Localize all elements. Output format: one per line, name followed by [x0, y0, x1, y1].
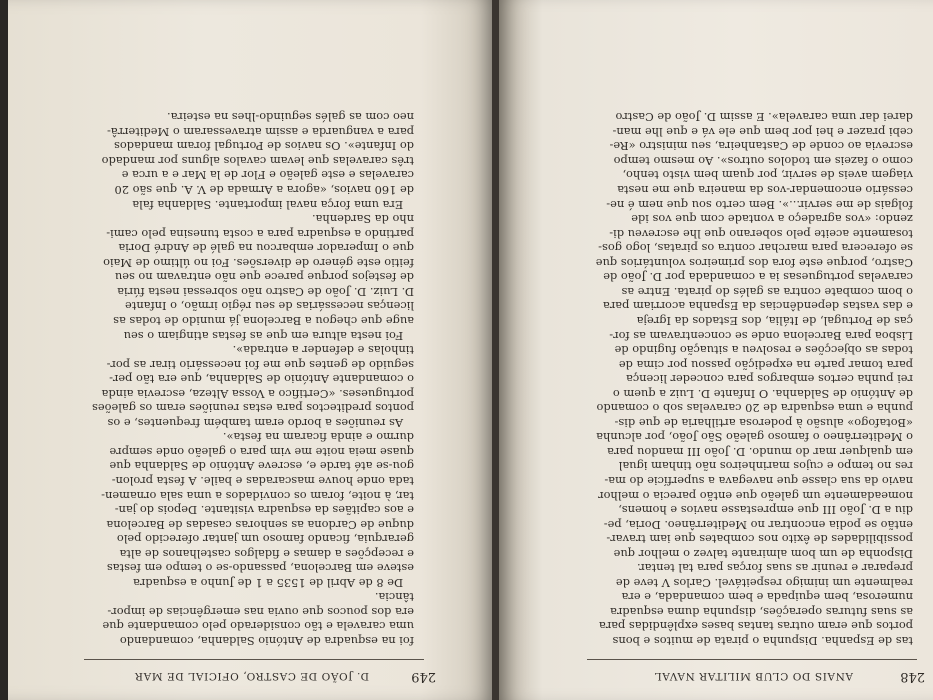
text-line: como o fazeis em todolos outros». Ao mesmo tempo: [613, 153, 913, 168]
text-line: punha e uma esquadra de 20 caravelas sob o comando: [596, 401, 913, 416]
text-line: Lisboa para Barcelona onde se concentravam as for-: [609, 328, 913, 343]
text-line: duque de Cardona as senhoras casadas de Barcelona: [106, 517, 414, 532]
right-page-header: [499, 664, 933, 684]
text-line: zendo: «vos agradeço a vontade com que vos ide: [631, 212, 913, 227]
right-page-rotated-content: [499, 0, 933, 700]
text-line: neo com as galés seguindo-lhes na esteira.: [167, 110, 414, 125]
text-line: era dos poucos que ouvia nas emergências de impor-: [107, 604, 414, 619]
left-page-number: 249: [411, 669, 436, 684]
text-line: e recepções a damas e fidalgos castelhanos de alta: [119, 546, 414, 561]
text-line: navio da sua classe que navegava a superfície do ma-: [604, 473, 913, 488]
text-line: portugueses. «Certifico a Vossa Alteza, escrevia ainda: [101, 386, 414, 401]
right-running-title: ANAIS DO CLUB MILITAR NAVAL: [654, 670, 853, 682]
text-line: nomeadamente um galeão que então parecia o melhor: [598, 488, 913, 503]
text-line: res no tempo e cujos marinheiros não tinham igual: [618, 459, 913, 474]
text-line: tas de Espanha. Dispunha o pirata de muitos e bons: [612, 634, 913, 648]
text-line: preparar e reunir as suas forças para tal tentar.: [636, 561, 913, 576]
text-line: cebi prazer e hei por bem que ele vá e que lhe man-: [612, 124, 913, 139]
right-header-rule: [587, 659, 917, 660]
text-line: folgais de me servir...». Bem certo sou que nem é ne-: [606, 197, 913, 212]
text-line: para tomar parte na expedição passou por cima de: [618, 357, 913, 372]
text-line: darei dar uma caravela». E assim D. João de Castro: [615, 110, 913, 125]
text-line: viagem aveis de servir, por quam bem visto tenho,: [622, 168, 913, 183]
text-line: licenças necessárias de seu régio irmão, o Infante: [125, 299, 414, 314]
text-line: rei punha certos embargos para conceder licença: [626, 372, 913, 387]
left-page-rotated-content: [8, 0, 494, 700]
text-line: de festejos porque parece que não entravam no seu: [114, 270, 414, 285]
text-line: As reuniões a bordo eram também frequentes, e os: [107, 415, 414, 430]
text-line: uma caravela e tão considerado pelo comandante que: [102, 619, 414, 634]
text-line: seguido de gentes que me foi necessário tirar as por-: [106, 357, 414, 372]
text-line: cessário encomendar-vos da maneira que me nesta: [617, 183, 913, 198]
text-line: possibilidades de êxito nos combates que iam travar-: [606, 532, 913, 547]
text-line: ças de Portugal, de Itália, dos Estados da Igreja: [636, 313, 913, 328]
text-line: portos que eram outras tantas bases explêndidas para: [598, 619, 913, 634]
text-line: três caravelas que levam cavalos alguns por mandado: [101, 153, 414, 168]
text-line: todas as objecções e resolveu a situação fugindo de: [614, 343, 913, 358]
text-line: caravelas e este galeão e Flor de la Mar e a urca e: [121, 168, 414, 183]
left-running-title: D. JOÃO DE CASTRO, OFICIAL DE MAR: [134, 670, 369, 682]
text-line: o bom combate contra as galés do pirata. Entre as: [621, 284, 913, 299]
text-line: gerarquia, ficando famoso um jantar oferecido pelo: [116, 532, 414, 547]
text-line: durmo e ainda ficaram na festa».: [222, 430, 414, 445]
text-line: partindo a esquadra para a costa tunesina pelo cami-: [106, 226, 414, 241]
text-line: então se podia encontrar no Mediterrâneo. Doria, pe-: [603, 517, 913, 532]
text-line: para a vanguarda e assim atravessaram o Mediterrâ-: [107, 124, 414, 139]
text-line: do Infante». Os navios de Portugal foram mandados: [114, 139, 414, 154]
text-line: realmente um inimigo respeitável. Carlos V teve de: [615, 575, 913, 590]
text-line: feitio este género de diversões. Foi no último de Maio: [103, 255, 414, 270]
text-line: o Mediterrâneo o famoso galeão São João, por alcunha: [596, 430, 913, 445]
text-line: as suas futuras operações, dispunha duma esquadra: [610, 604, 913, 619]
text-line: gou-se até tarde e, escreve António de Saldanha que: [109, 459, 414, 474]
text-line: foi na esquadra de António Saldanha, comandando: [119, 634, 414, 648]
text-line: quase meia noite me vim para o galeão onde sempre: [109, 444, 414, 459]
text-line: tosamente aceite pelo soberano que lhe escreveu di-: [609, 226, 913, 241]
right-body-text: [583, 110, 913, 648]
text-line: Era uma força naval importante. Saldanha fala: [132, 197, 414, 212]
text-line: que o Imperador embarcou na galé de André Doria: [118, 241, 414, 256]
left-page-header: [8, 664, 494, 684]
text-line: nho da Sardenha.: [311, 212, 414, 227]
text-line: D. Luiz. D. João de Castro não sobressai nesta fúria: [117, 284, 414, 299]
text-line: esteve em Barcelona, passando-se o tempo em festas: [106, 561, 414, 576]
text-line: auge que chegou a Barcelona já munido de todas as: [113, 313, 414, 328]
text-line: numerosa, bem equipada e bem comandada, e era: [621, 590, 913, 605]
left-body-text: [84, 110, 414, 648]
text-line: e das vastas dependências da Espanha acorriam para: [603, 299, 913, 314]
text-line: o comandante António de Saldanha, que era tão per-: [109, 372, 414, 387]
text-line: pontos preditectos para estas reuniões eram os galeões: [92, 401, 414, 416]
text-line: de 160 navios, «agora a Armada de V. A. que são 20: [114, 183, 414, 198]
text-line: Disponha de um bom almirante talvez o melhor que: [613, 546, 913, 561]
left-header-rule: [84, 659, 424, 660]
text-line: tar, à noite, foram os convidados a uma sala ornamen-: [101, 488, 414, 503]
right-page-number: 248: [900, 669, 925, 684]
text-line: de António de Saldanha. O Infante D. Luiz a quem o: [612, 386, 913, 401]
text-line: diu a D. João III que emprestasse navios e homens,: [618, 503, 913, 518]
text-line: Foi nesta altura em que as festas atingiam o seu: [123, 328, 414, 343]
text-line: tância.: [374, 590, 414, 605]
left-page: [8, 0, 494, 700]
text-line: caravelas portuguesas ia a comandada por D. João de: [603, 270, 913, 285]
text-line: «Botafogo» alusão à poderosa artilharia de que dis-: [614, 415, 913, 430]
text-line: tinholas e defender a entrada».: [232, 343, 414, 358]
text-line: em qualquer mar do mundo. D. João III mandou para: [607, 444, 913, 459]
text-line: se oferecera para marchar contra os piratas, logo gos-: [598, 241, 913, 256]
right-page: [499, 0, 933, 700]
text-line: tada onde houve mascaradas e baile. A festa prolon-: [111, 473, 414, 488]
text-line: Castro, porque este fora dos primeiros voluntários que: [595, 255, 913, 270]
text-line: escrevia ao conde de Castanheira, seu ministro «Re-: [609, 139, 913, 154]
text-line: De 8 de Abril de 1535 a 1 de Junho a esquadra: [133, 575, 414, 590]
text-line: e aos capitães da esquadra visitante. Depois do jan-: [114, 503, 414, 518]
